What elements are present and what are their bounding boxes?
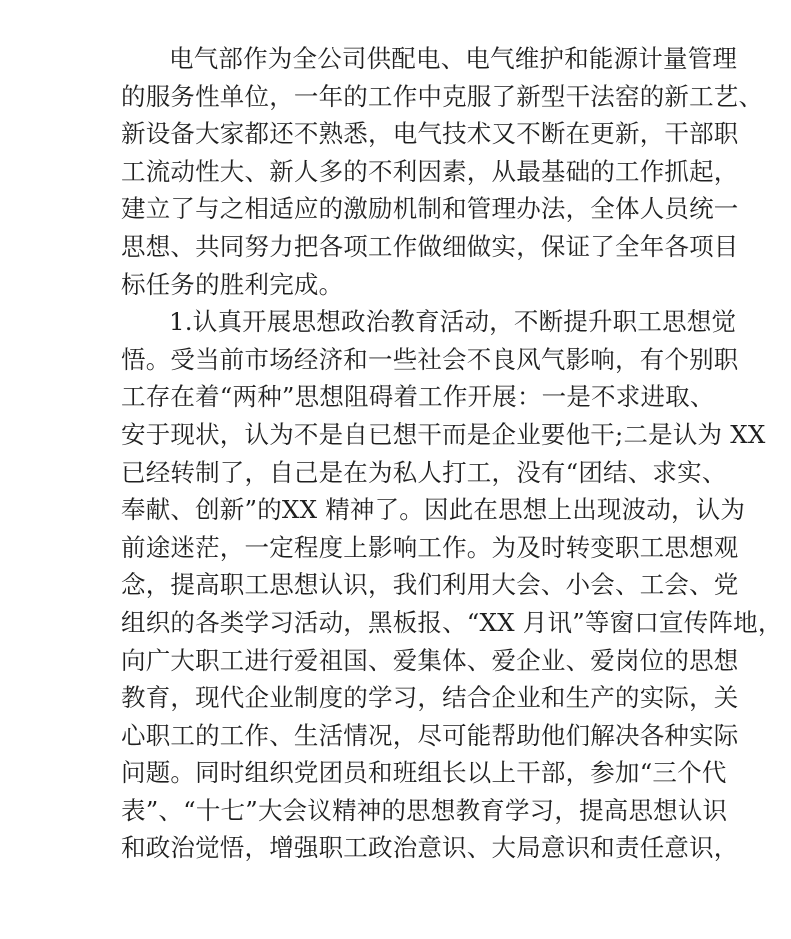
text-line: 教育，现代企业制度的学习，结合企业和生产的实际，关 [121, 683, 739, 713]
text-line: 向广大职工进行爱祖国、爱集体、爱企业、爱岗位的思想 [121, 645, 739, 675]
text-line: 念，提高职工思想认识，我们利用大会、小会、工会、党 [121, 570, 739, 600]
text-line: 和政治觉悟，增强职工政治意识、大局意识和责任意识， [121, 833, 739, 863]
text-line: 组织的各类学习活动，黑板报、“XX 月讯”等窗口宣传阵地， [121, 607, 783, 637]
text-line: 1.认真开展思想政治教育活动，不断提升职工思想觉 [169, 307, 737, 337]
text-line: 建立了与之相适应的激励机制和管理办法，全体人员统一 [121, 194, 739, 224]
text-line: 奉献、创新”的XX 精神了。因此在思想上出现波动，认为 [121, 495, 746, 525]
paragraph [121, 40, 764, 303]
text-line: 工流动性大、新人多的不利因素，从最基础的工作抓起， [121, 156, 739, 186]
text-line: 新设备大家都还不熟悉，电气技术又不断在更新，干部职 [121, 119, 739, 149]
text-line: 已经转制了，自己是在为私人打工，没有“团结、求实、 [121, 457, 727, 487]
text-line: 问题。同时组织党团员和班组长以上干部，参加“三个代 [121, 758, 727, 788]
text-line: 表”、“十七”大会议精神的思想教育学习，提高思想认识 [121, 795, 728, 825]
text-line: 悟。受当前市场经济和一些社会不良风气影响，有个别职 [121, 344, 739, 374]
text-line: 安于现状，认为不是自已想干而是企业要他干;二是认为 XX [121, 419, 766, 449]
text-line: 电气部作为全公司供配电、电气维护和能源计量管理 [169, 44, 738, 73]
text-line: 的服务性单位，一年的工作中克服了新型干法窑的新工艺、 [121, 81, 764, 111]
text-line: 前途迷茫，一定程度上影响工作。为及时转变职工思想观 [121, 532, 739, 562]
text-line: 心职工的工作、生活情况，尽可能帮助他们解决各种实际 [121, 720, 739, 750]
paragraph [121, 303, 783, 867]
document-body [121, 40, 783, 867]
text-line: 工存在着“两种”思想阻碍着工作开展：一是不求进取、 [121, 382, 715, 412]
text-line: 标任务的胜利完成。 [121, 269, 344, 299]
text-line: 思想、共同努力把各项工作做细做实，保证了全年各项目 [121, 231, 739, 261]
